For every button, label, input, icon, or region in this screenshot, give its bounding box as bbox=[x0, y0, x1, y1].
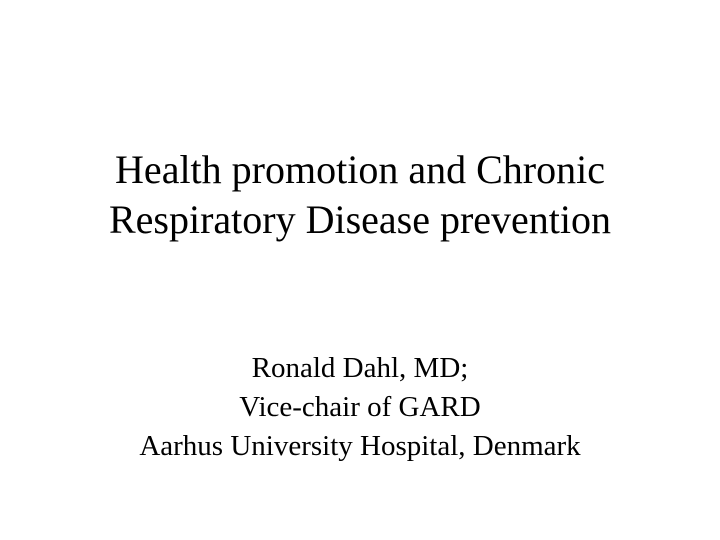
presenter-affiliation: Aarhus University Hospital, Denmark bbox=[139, 430, 581, 462]
slide-subtitle bbox=[0, 349, 720, 466]
slide-title-line-2: Respiratory Disease prevention bbox=[108, 197, 612, 242]
slide-title bbox=[0, 145, 720, 245]
presenter-name: Ronald Dahl, MD; bbox=[251, 352, 469, 384]
slide-title-line-1: Health promotion and Chronic bbox=[115, 147, 605, 192]
presenter-role: Vice-chair of GARD bbox=[239, 391, 481, 423]
